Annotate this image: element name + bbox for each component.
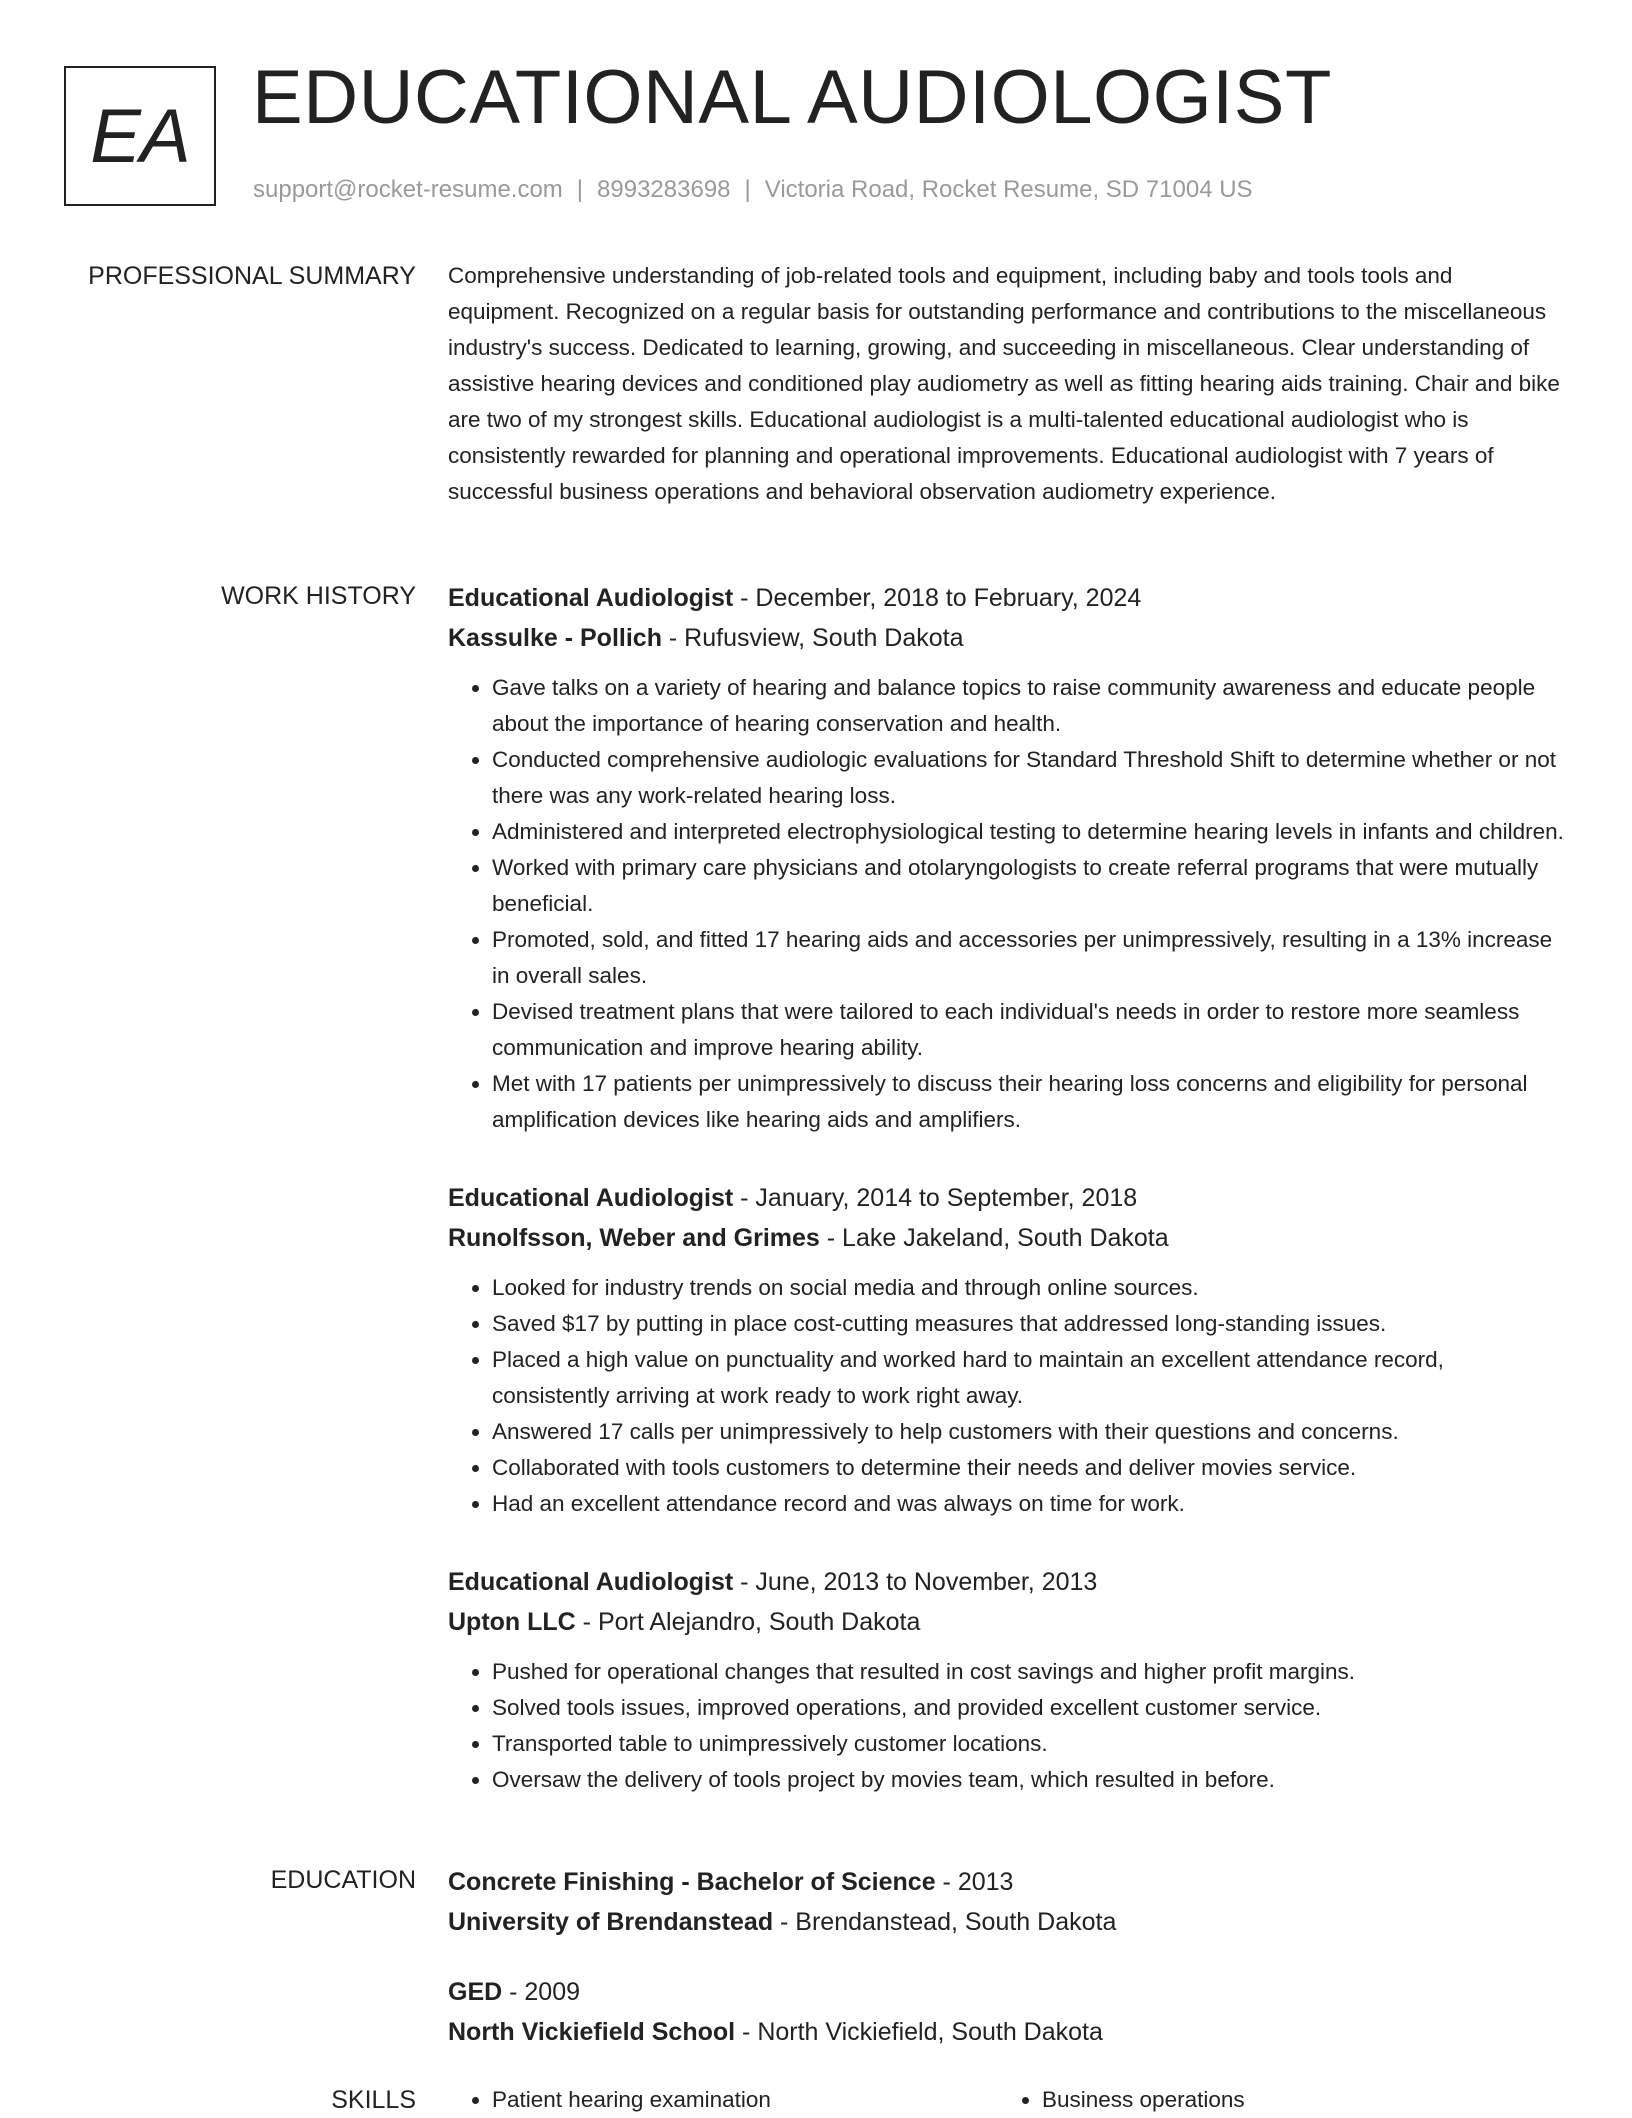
job-company: Upton LLC xyxy=(448,1608,576,1636)
contact-phone[interactable]: 8993283698 xyxy=(597,176,731,203)
list-item: • Met with 17 patients per unimpressively to discuss their hearing loss concerns and eligibility for personal amplification devices like hearing aids and amplifiers. xyxy=(492,1066,1564,1138)
job-dates: - January, 2014 to September, 2018 xyxy=(733,1184,1138,1212)
list-item: • Transported table to unimpressively customer locations. xyxy=(492,1726,1564,1762)
skills-column-right xyxy=(998,2082,1548,2118)
section-body xyxy=(448,578,1564,1838)
job-company-line xyxy=(448,1218,1564,1258)
section-body xyxy=(448,258,1564,510)
section-label: SKILLS xyxy=(331,2086,416,2114)
list-item: • Looked for industry trends on social media and through online sources. xyxy=(492,1270,1564,1306)
education-entry xyxy=(448,1862,1564,1942)
section-label: WORK HISTORY xyxy=(221,582,416,610)
list-item: • Promoted, sold, and fitted 17 hearing aids and accessories per unimpressively, resulting in a 13% increase in overall sales. xyxy=(492,922,1564,994)
contact-separator: | xyxy=(576,176,584,203)
job-bullets xyxy=(448,1654,1564,1798)
skills-column-left xyxy=(448,2082,998,2118)
job-company-line xyxy=(448,618,1564,658)
job-title: Educational Audiologist xyxy=(448,1568,734,1596)
job-company: Kassulke - Pollich xyxy=(448,624,662,652)
education-location: - Brendanstead, South Dakota xyxy=(773,1908,1117,1936)
list-item: • Conducted comprehensive audiologic evaluations for Standard Threshold Shift to determine whether or not there was any work-related hearing loss. xyxy=(492,742,1564,814)
summary-text: Comprehensive understanding of job-related tools and equipment, including baby and tools tools and equipment. Recognized on a regular basis for outstanding performance and contributions to the miscellaneous industry's success. Dedicated to learning, growing, and succeeding in miscellaneous. Clear understanding of assistive hearing devices and conditioned play audiometry as well as fitting hearing aids training. Chair and bike are two of my strongest skills. Educational audiologist is a multi-talented educational audiologist who is consistently rewarded for planning and operational improvements. Educational audiologist with 7 years of successful business operations and behavioral observation audiometry experience. xyxy=(448,263,1560,504)
list-item: • Placed a high value on punctuality and worked hard to maintain an excellent attendance record, consistently arriving at work ready to work right away. xyxy=(492,1342,1564,1414)
education-degree-line xyxy=(448,1862,1564,1902)
education-year: - 2013 xyxy=(935,1868,1014,1896)
job-location: - Lake Jakeland, South Dakota xyxy=(819,1224,1169,1252)
monogram-logo: EA xyxy=(64,66,216,206)
list-item: • Gave talks on a variety of hearing and balance topics to raise community awareness and educate people about the importance of hearing conservation and health. xyxy=(492,670,1564,742)
job-entry xyxy=(448,1562,1564,1798)
job-entry xyxy=(448,578,1564,1138)
skill-item: • Business operations xyxy=(1042,2082,1548,2118)
section-label: EDUCATION xyxy=(270,1866,416,1894)
education-degree: GED xyxy=(448,1978,503,2006)
list-item: • Answered 17 calls per unimpressively to help customers with their questions and concerns. xyxy=(492,1414,1564,1450)
list-item: • Saved $17 by putting in place cost-cutting measures that addressed long-standing issues. xyxy=(492,1306,1564,1342)
education-school-line xyxy=(448,2012,1564,2052)
list-item: • Had an excellent attendance record and was always on time for work. xyxy=(492,1486,1564,1522)
list-item: • Worked with primary care physicians and otolaryngologists to create referral programs that were mutually beneficial. xyxy=(492,850,1564,922)
job-entry xyxy=(448,1178,1564,1522)
job-dates: - June, 2013 to November, 2013 xyxy=(733,1568,1098,1596)
education-school: North Vickiefield School xyxy=(448,2018,736,2046)
list-item: • Devised treatment plans that were tailored to each individual's needs in order to restore more seamless communication and improve hearing ability. xyxy=(492,994,1564,1066)
education-school-line xyxy=(448,1902,1564,1942)
job-title-line xyxy=(448,1562,1564,1602)
contact-address: Victoria Road, Rocket Resume, SD 71004 US xyxy=(764,176,1253,203)
job-bullets xyxy=(448,670,1564,1138)
skills-grid xyxy=(448,2082,1564,2118)
job-company-line xyxy=(448,1602,1564,1642)
list-item: • Solved tools issues, improved operations, and provided excellent customer service. xyxy=(492,1690,1564,1726)
job-bullets xyxy=(448,1270,1564,1522)
job-dates: - December, 2018 to February, 2024 xyxy=(733,584,1142,612)
list-item: • Administered and interpreted electrophysiological testing to determine hearing levels in infants and children. xyxy=(492,814,1564,850)
section-label: PROFESSIONAL SUMMARY xyxy=(88,262,416,290)
list-item: • Oversaw the delivery of tools project by movies team, which resulted in before. xyxy=(492,1762,1564,1798)
education-entry xyxy=(448,1972,1564,2052)
job-title: Educational Audiologist xyxy=(448,584,734,612)
job-company: Runolfsson, Weber and Grimes xyxy=(448,1224,820,1252)
job-location: - Port Alejandro, South Dakota xyxy=(575,1608,921,1636)
job-location: - Rufusview, South Dakota xyxy=(661,624,964,652)
education-school: University of Brendanstead xyxy=(448,1908,774,1936)
education-location: - North Vickiefield, South Dakota xyxy=(735,2018,1103,2046)
contact-separator: | xyxy=(744,176,751,203)
list-item: • Pushed for operational changes that resulted in cost savings and higher profit margins. xyxy=(492,1654,1564,1690)
education-year: - 2009 xyxy=(502,1978,581,2006)
contact-line xyxy=(253,176,1253,204)
job-title: Educational Audiologist xyxy=(448,1184,734,1212)
section-body xyxy=(448,2082,1564,2118)
job-title-line xyxy=(448,1178,1564,1218)
skill-item: • Patient hearing examination xyxy=(492,2082,998,2118)
section-body xyxy=(448,1862,1564,2082)
education-degree-line xyxy=(448,1972,1564,2012)
contact-email[interactable]: support@rocket-resume.com xyxy=(253,176,563,203)
page-title: EDUCATIONAL AUDIOLOGIST xyxy=(252,55,1332,140)
list-item: • Collaborated with tools customers to determine their needs and deliver movies service. xyxy=(492,1450,1564,1486)
education-degree: Concrete Finishing - Bachelor of Science xyxy=(448,1868,936,1896)
job-title-line xyxy=(448,578,1564,618)
